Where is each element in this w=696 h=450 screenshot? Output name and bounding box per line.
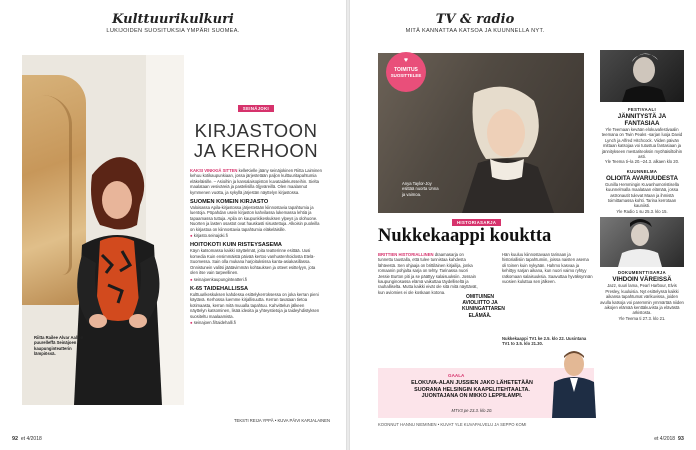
s1-body: Valoisassa Apila-kirjastossa järjestetään kiinnostavia tapahtumia ja luentoja. Pöpahdan usein kirjaston kahvilassa lukemassa lehtiä ja tapaamassa tuttuja. Apila on kaupunkikeskuksen ylpeys ja olohuone. Nuorten ja lasten osastot ovat hauskasti sisustettuja. Alkoisin puoleilla on kirjastoa on kiinnostavia tapahtumia eläkeläisille. (190, 205, 320, 232)
portrait-photo (22, 55, 184, 405)
s2-heading: HOITOKOTI KUIN RISTEYSASEMA (190, 242, 282, 249)
tv-section-subtitle: MITÄ KANNATTAA KATSOA JA KUUNNELLA NYT. (405, 28, 545, 34)
series-col-1 (378, 252, 478, 295)
col1-body: draamasarja on tunnettu taustalla, että tulee tunnistaa kahdesta lähteestä. Sen ohjaaja on brittiläinen kirjailija, jonka romaanin pohjalta sarja on tehty. Tarinassa nuori Jessie Burton piti ja se päättyy salaisuuksiin. Jossain kaupunginosassa elämä vaikuttaa täydelliseltä ja rauhalliselta. Mutta kaikki eivät ole sitä mitä näyttävät, kun aviomies ei ole koskaan kotona. (378, 252, 478, 295)
presenter-photo (548, 348, 598, 418)
article-column (190, 95, 322, 325)
s1-link[interactable]: ● kirjasto.seinajoki.fi (190, 233, 228, 239)
intro-body: kelleKielle jääny seinäjokinen Riitta Laiminen kehuu kotikaupunkiaan, jossa järjestetään paljon kulttuuritapahtumia eläkeläisille. – Asioihin ja kansalaisopiston kuvataidekursseihin. Sielta maalataan vesiväreiä ja pastelisilla öljyväreillä. Olen maalannut kymmenen vuotta, ja sykyllä järjestän näyttelyn kirjastossa. (190, 168, 322, 195)
tv-section-title: TV & radio (435, 12, 515, 27)
s2-body: Käyn katsomassa kaikki näyttelmät, joita teatterinne esittää. Uusi komedia Kuin ensimmäistä päivää kertoo vanhustenhoidosta Etelä-Suomessa. Sain olla mukana harjoituksissa kanta-asiakasillassa. Onnistunein valitsi jäätävimmän kohtauksen ja otteet esittelyyn, jota olen itse vain tarpeellinen. (190, 248, 316, 276)
side2-tag: KUUNNELMA (626, 168, 658, 174)
right-page (350, 0, 696, 450)
gala-tag: GAALA (448, 373, 465, 378)
presley-photo (600, 217, 684, 267)
series-headline: Nukkekaappi kouktta (378, 226, 552, 246)
left-folio (12, 436, 42, 442)
series-tag: HISTORIASARJA (452, 219, 501, 226)
s2-link[interactable]: ● seinajoenkaupunginteatteri.fi (190, 276, 248, 282)
side1-schedule: Yle Teema ti–la 20.–24.3. alkaen klo 20. (604, 159, 680, 165)
side2-body: Gunilla Hemmingin Kuvanhumoristisella kuunnelmalla maalataan elämää, jossa astronautit tulevat Maan ja ihmistä toimittamassa kohti. Tarina kerrotaan kauniisti. (604, 181, 679, 209)
right-folio-number: 93 (677, 436, 684, 442)
side3-title: VIHDOIN VÄREISSÄ (612, 276, 672, 284)
section-subtitle: LUKIJOIDEN SUOSITUKSIA YMPÄRI SUOMEA. (106, 28, 240, 34)
gala-credit: KOONNUT HANNU NIEMINEN • KUVAT YLE KUVAPALVELU JA SEPPO KOMI (378, 422, 527, 427)
side1-body: Yle Teemaan kevään elokuvafestivaalin teemana on Twin Peaks -sarjan luoja David Lynch ja Alfred Hitchcock. Viiden päivän mittaan katsojaa voi tutustua fantasiaan ja jännitykseen mestariteoksin myöhäisiltoihin asti. (601, 127, 683, 160)
side3-schedule: Yle Teema ti 27.3. klo 21. (618, 315, 666, 321)
section-title: Kulttuurikulkuri (112, 12, 234, 27)
s3-link[interactable]: ● seinajoen.fi/taidehalli.fi (190, 319, 236, 325)
pull-quote: OMITUINEN AVIOLIITTO JA KUNINGATTAREN ELÄMÄÄ. (462, 294, 505, 319)
col1-lead: BRITTIEN HISTORIALLINEN (378, 252, 434, 257)
folio-issue: et 4/2018 (20, 436, 42, 442)
heart-icon: ♥ (403, 57, 409, 64)
s3-heading: K-65 TAIDEHALLISSA (190, 285, 249, 292)
side1-tag: FESTIVAALI (627, 107, 657, 112)
badge-line-1: TOIMITUS (394, 67, 418, 73)
right-folio-issue: et 4/2018 (654, 436, 676, 442)
side1-title: JÄNNITYSTÄ JA FANTASIAA (617, 113, 667, 127)
right-header (350, 12, 600, 34)
gala-schedule: MTV3 pe 23.3. klo 20. (451, 408, 493, 413)
left-page (0, 0, 346, 450)
s1-heading: SUOMEN KOMEIN KIRJASTO (190, 199, 269, 206)
photo-caption: Riitta Railee Alvar Aallon puurelleffä Seinäjoen kaupunginteatterin lämpiössä. (34, 335, 84, 357)
side2-title: OLIOITA AVARUUDESTA (606, 174, 678, 182)
region-tag: SEINÄJOKI (238, 105, 274, 112)
s2-link-text[interactable]: seinajoenkaupunginteatteri.fi (193, 276, 248, 282)
lynch-photo (600, 50, 684, 102)
headline (190, 121, 322, 161)
gala-title: ELOKUVA-ALAN JUSSIEN JAKO LÄHETETÄÄN SUORANA HELSINGIN KAAPELITEHTAALTA. JUONTAJANA ON MIKKO LEPPILAMPI. (411, 380, 533, 400)
side2-schedule: Yle Radio 1 su 25.3. klo 15. (616, 208, 668, 214)
recommend-badge (386, 52, 426, 92)
intro (190, 168, 322, 195)
side3-tag: DOKUMENTTISARJA (617, 270, 667, 276)
s3-body: Kulttuurikeskuksen kahdessa esittelykerroksessa on joka kerran pieni käytävä. Kerhossa luemme kirjallisuutta. Kerran tavataan tietoa kotimaasta, kerran mitä muualla tapahtuu. Kahvittelun jälkeen näyttelyn katsominen, lisää ideoita ja yhteystietoja ja taideyhdistyksen suositeltu maalaamista. (190, 291, 320, 319)
intro-lead: KAKSI VINKKIÄ SITTEN (190, 168, 238, 173)
headline-line-1: KIRJASTOON (194, 120, 318, 141)
sidebar (600, 50, 684, 321)
s3-link-text[interactable]: seinajoen.fi/taidehalli.fi (193, 319, 236, 325)
series-photo-caption: Anya Taylor-Joy esittää nuorta Unna ja vaimoa. (402, 181, 439, 197)
folio-number: 92 (12, 436, 19, 442)
left-credit: TEKSTI REIJA YPPÄ • KUVA PÄIVI KARJALAINEN (233, 418, 330, 423)
headline-line-2: JA KERHOON (193, 140, 319, 161)
s1-link-text[interactable]: kirjasto.seinajoki.fi (193, 233, 228, 239)
right-folio (654, 436, 684, 442)
left-header (0, 12, 346, 34)
side3-body: Jazz, suuri lama, Pearl Harbour, Elvis Presley, kuuluisia. Nyt esittelyssä kaikki aikansa tapahtumat värikuvissa, joiden avulla katsoja voi paremmin ymmärtää niiden aikojen elämää kenttäkuvista ja elävästä arkistosta. (600, 283, 684, 316)
gala-box (378, 368, 594, 418)
series-schedule: Nukkekaappi TV1 ke 2.5. klo 22. Uusintana TV1 to 3.5. klo 21.30. (502, 336, 587, 347)
series-col-2: Hän kuuluu kiinnostavaan tarinaan ja historiallisiin tapahtumiin, joissa naisten asema oli toinen kuin nykyään. Hahmo kasvaa ja kehittyy sarjan aikana, kun nuori vaimo ryhtyy ratkomaan salaisuuksia. Saavuttaa hyväksynnän vuosien kuluttua sen jälkeen. (502, 252, 593, 285)
badge-line-2: SUOSITTELEE (390, 73, 422, 78)
